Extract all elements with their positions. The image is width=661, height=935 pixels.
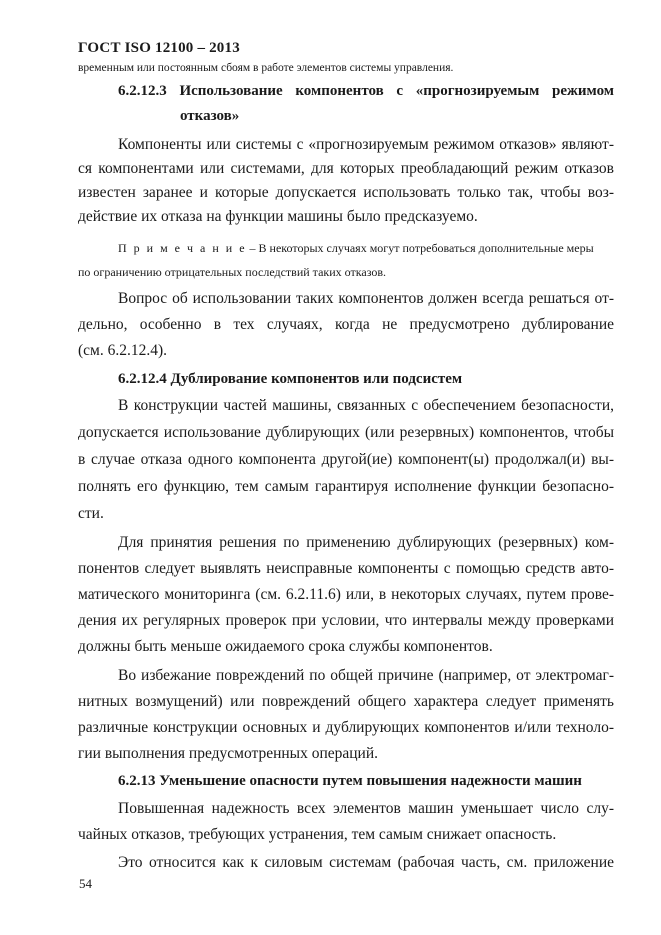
paragraph-line: дения их регулярных проверок при условии, что интервалы между проверками: [78, 612, 614, 629]
paragraph-line: дельно, особенно в тех случаях, когда не предусмотрено дублирование: [78, 316, 614, 333]
paragraph-line: В конструкции частей машины, связанных с обеспечением безопасности,: [118, 397, 614, 414]
paragraph-line: различные конструкции основных и дублирующих компонентов и/или техноло-: [78, 719, 614, 736]
paragraph-line: действие их отказа на функции машины было предсказуемо.: [78, 208, 478, 225]
section-heading-6-2-12-3: 6.2.12.3 Использование компонентов с «прогнозируемым режимом: [118, 83, 614, 99]
paragraph-line: чайных отказов, требующих устранения, тем самым снижает опасность.: [78, 826, 557, 843]
paragraph-line: ся компонентами или системами, для которых преобладающий режим отказов: [78, 160, 614, 177]
paragraph-line: гии выполнения предусмотренных операций.: [78, 745, 379, 762]
paragraph-line: должны быть меньше ожидаемого срока службы компонентов.: [78, 638, 493, 655]
paragraph-line: допускается использование дублирующих (или резервных) компонентов, чтобы: [78, 424, 614, 441]
paragraph-line: в случае отказа одного компонента другой(ие) компонент(ы) продолжал(и) вы-: [78, 451, 614, 468]
continuation-line: временным или постоянным сбоям в работе элементов системы управления.: [78, 62, 454, 74]
paragraph-line: сти.: [78, 505, 104, 522]
paragraph-line: известен заранее и которые допускается использовать только так, чтобы воз-: [78, 184, 614, 201]
paragraph-line: Вопрос об использовании таких компонентов должен всегда решаться от-: [118, 290, 614, 307]
section-heading-6-2-12-4: 6.2.12.4 Дублирование компонентов или подсистем: [118, 371, 463, 387]
note-label: П р и м е ч а н и е: [118, 241, 247, 255]
paragraph-line: Компоненты или системы с «прогнозируемым режимом отказов» являют-: [118, 136, 614, 153]
note: [118, 241, 614, 256]
page-number: 54: [79, 876, 92, 891]
paragraph-line: (см. 6.2.12.4).: [78, 342, 168, 359]
paragraph-line: Это относится как к силовым системам (рабочая часть, см. приложение: [118, 854, 614, 871]
paragraph-line: Повышенная надежность всех элементов машин уменьшает число слу-: [118, 800, 614, 817]
paragraph-line: нитных возмущений) или повреждений общего характера следует применять: [78, 693, 614, 710]
document-header: ГОСТ ISO 12100 – 2013: [78, 40, 240, 56]
paragraph-line: полнять его функцию, тем самым гарантируя исполнение функции безопасно-: [78, 478, 614, 495]
section-heading-6-2-12-3-cont: отказов»: [180, 108, 240, 124]
paragraph-line: Во избежание повреждений по общей причине (например, от электромаг-: [118, 667, 614, 684]
paragraph-line: понентов следует выявлять неисправные компоненты с помощью средств авто-: [78, 560, 614, 577]
section-heading-6-2-13: 6.2.13 Уменьшение опасности путем повышения надежности машин: [118, 773, 582, 789]
note-line: по ограничению отрицательных последствий таких отказов.: [78, 265, 387, 279]
paragraph-line: Для принятия решения по применению дублирующих (резервных) ком-: [118, 534, 614, 551]
note-text: – В некоторых случаях могут потребоваться дополнительные меры: [246, 241, 594, 255]
paragraph-line: матического мониторинга (см. 6.2.11.6) или, в некоторых случаях, путем прове-: [78, 586, 614, 603]
